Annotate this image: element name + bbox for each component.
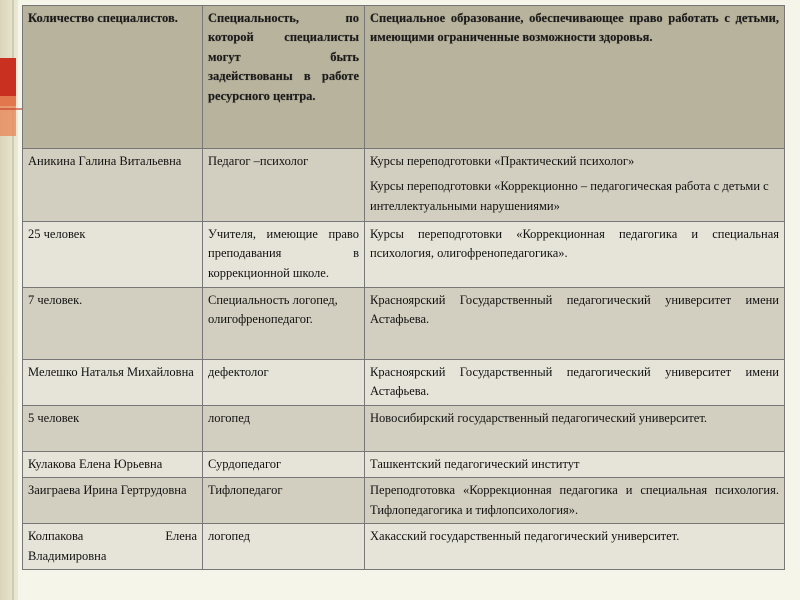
table-row xyxy=(23,452,785,478)
cell-name: Кулакова Елена Юрьевна xyxy=(23,452,203,478)
cell-education: Новосибирский государственный педагогический университет. xyxy=(365,406,785,452)
education-line: Курсы переподготовки «Коррекционно – педагогическая работа с детьми с интеллектуальными нарушениями» xyxy=(370,179,769,213)
table-row xyxy=(23,222,785,288)
cell-name: Колпакова Елена Владимировна xyxy=(23,524,203,570)
table-header-row xyxy=(23,6,785,149)
cell-education: Ташкентский педагогический институт xyxy=(365,452,785,478)
header-cell-education: Специальное образование, обеспечивающее право работать с детьми, имеющими ограниченные возможности здоровья. xyxy=(365,6,785,149)
cell-education: Красноярский Государственный педагогический университет имени Астафьева. xyxy=(365,360,785,406)
cell-count: 5 человек xyxy=(23,406,203,452)
cell-name: Мелешко Наталья Михайловна xyxy=(23,360,203,406)
cell-count: 25 человек xyxy=(23,222,203,288)
cell-education: Переподготовка «Коррекционная педагогика и специальная психология. Тифлопедагогика и тифлопсихология». xyxy=(365,478,785,524)
cell-education: Хакасский государственный педагогический университет. xyxy=(365,524,785,570)
cell-specialty: Специальность логопед, олигофренопедагог. xyxy=(203,288,365,360)
cell-name: Аникина Галина Витальевна xyxy=(23,149,203,222)
header-cell-specialty: Специальность, по которой специалисты могут быть задействованы в работе ресурсного центра. xyxy=(203,6,365,149)
slide-accent-orange-block xyxy=(0,96,16,136)
cell-count: 7 человек. xyxy=(23,288,203,360)
table-row xyxy=(23,360,785,406)
table-row xyxy=(23,288,785,360)
cell-specialty: Педагог –психолог xyxy=(203,149,365,222)
cell-specialty: Учителя, имеющие право преподавания в коррекционной школе. xyxy=(203,222,365,288)
table-row xyxy=(23,406,785,452)
table-row xyxy=(23,149,785,222)
header-cell-count: Количество специалистов. xyxy=(23,6,203,149)
cell-education: Красноярский Государственный педагогический университет имени Астафьева. xyxy=(365,288,785,360)
table-row xyxy=(23,524,785,570)
cell-specialty: Сурдопедагог xyxy=(203,452,365,478)
cell-education: Курсы переподготовки «Коррекционная педагогика и специальная психология, олигофренопедагогика». xyxy=(365,222,785,288)
table-row xyxy=(23,478,785,524)
specialists-table xyxy=(22,5,785,570)
cell-education xyxy=(365,149,785,222)
cell-specialty: логопед xyxy=(203,406,365,452)
cell-specialty: Тифлопедагог xyxy=(203,478,365,524)
cell-specialty: логопед xyxy=(203,524,365,570)
education-line: Курсы переподготовки «Практический психолог» xyxy=(370,154,635,168)
cell-name: Заиграева Ирина Гертрудовна xyxy=(23,478,203,524)
cell-specialty: дефектолог xyxy=(203,360,365,406)
